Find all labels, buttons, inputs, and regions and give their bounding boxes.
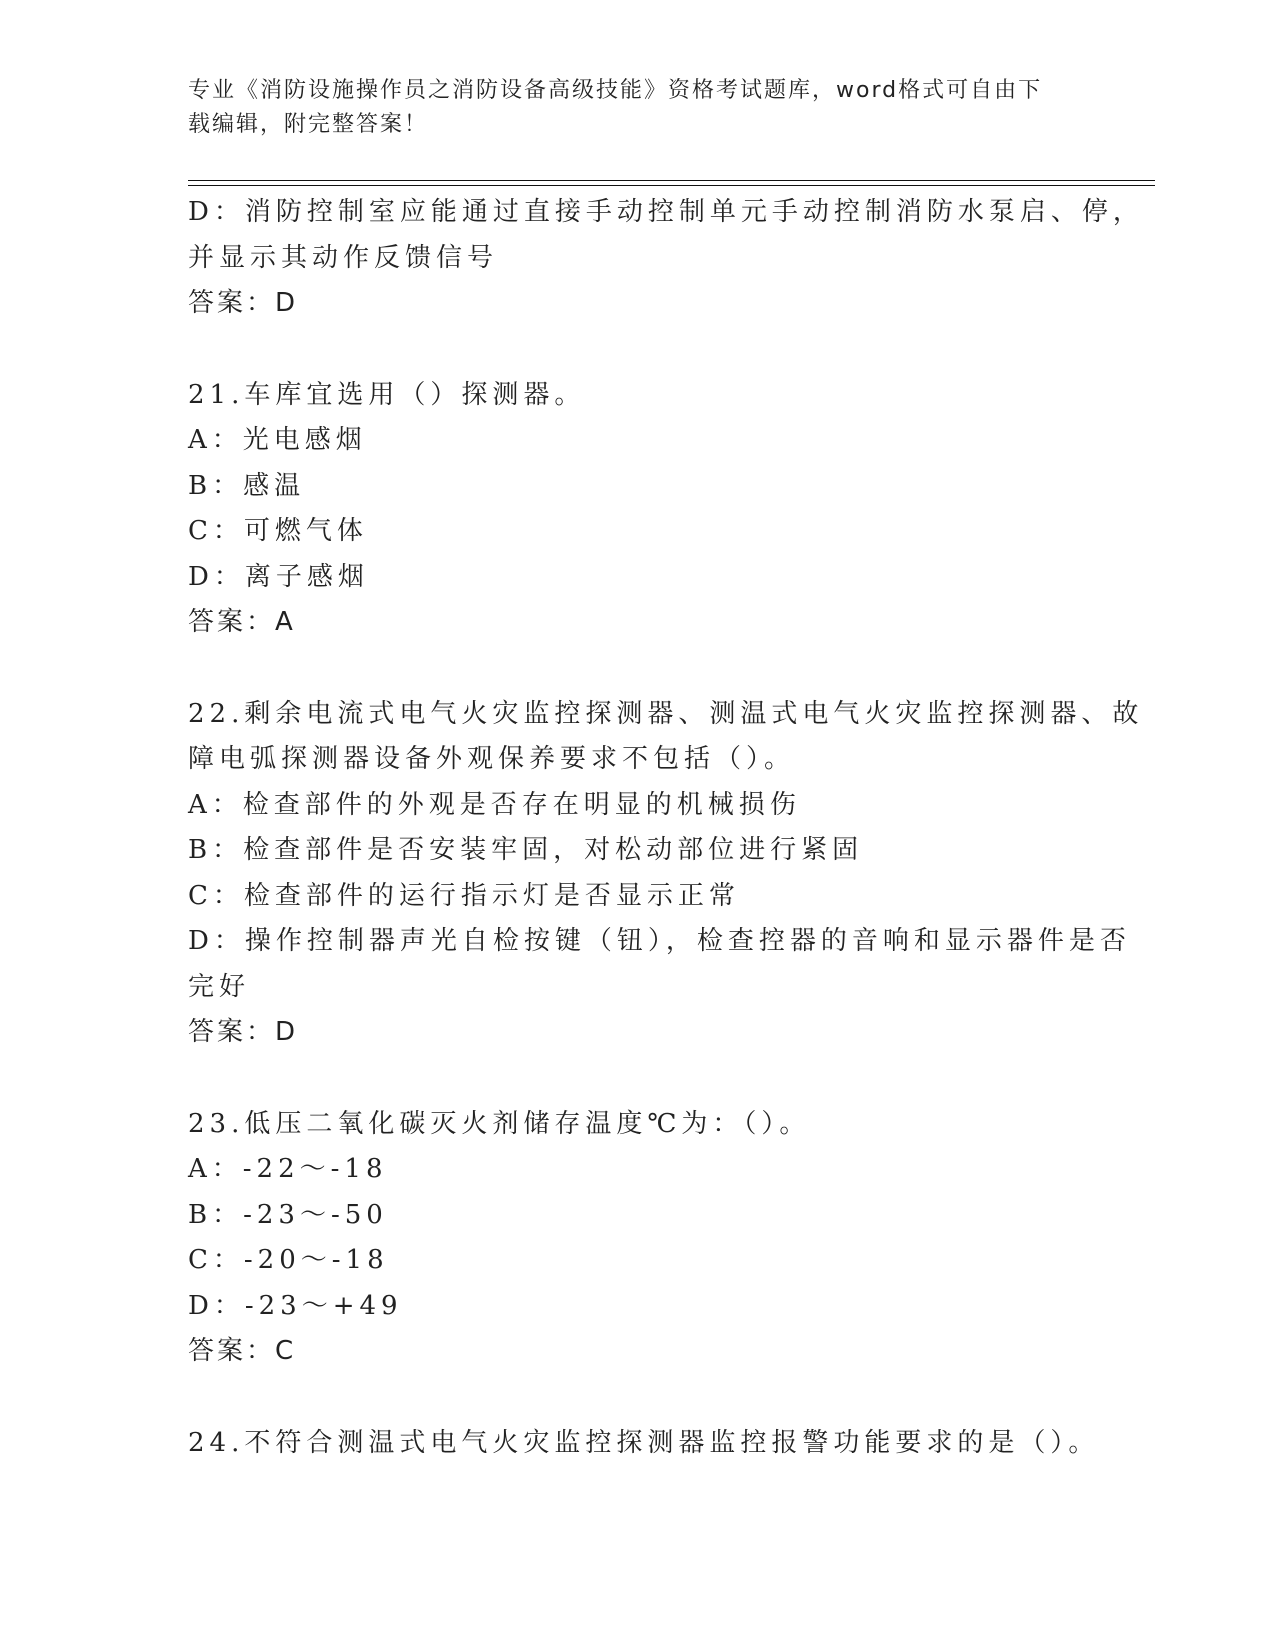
option-c: C：可燃气体 [188,516,368,546]
option-d: D：消防控制室应能通过直接手动控制单元手动控制消防水泵启、停， [188,197,1144,227]
question-stem: 24.不符合测温式电气火灾监控探测器监控报警功能要求的是（）。 [188,1427,1100,1458]
question-22 [188,692,1144,1056]
option-c: C：检查部件的运行指示灯是否显示正常 [188,880,740,911]
header-divider-bottom [188,185,1155,186]
question-stem-continued: 障电弧探测器设备外观保养要求不包括（）。 [188,744,796,774]
header-line-2: 载编辑，附完整答案！ [188,112,429,137]
option-d: D：离子感烟 [188,561,369,592]
option-d: D：-23～+49 [188,1290,403,1321]
answer-line: 答案：A [188,607,296,637]
answer-line: 答案：D [188,288,299,318]
option-a: A：检查部件的外观是否存在明显的机械损伤 [188,789,801,820]
question-stem: 21.车库宜选用（）探测器。 [188,379,586,410]
option-d: D：操作控制器声光自检按键（钮），检查控器的音响和显示器件是否 [188,926,1131,956]
header-divider-top [188,180,1155,181]
question-24 [188,1421,1100,1467]
option-d-continued: 并显示其动作反馈信号 [188,242,499,273]
question-gap [188,1375,1088,1421]
question-gap [188,327,1088,373]
question-content [188,190,1144,1466]
option-b: B：-23～-50 [188,1199,388,1230]
option-a: A：光电感烟 [188,425,367,455]
previous-question-tail [188,190,1144,327]
question-21 [188,373,1088,646]
answer-line: 答案：C [188,1336,297,1366]
answer-line: 答案：D [188,1017,299,1047]
document-header [188,74,1078,142]
question-gap [188,1056,1088,1102]
question-gap [188,646,1088,692]
option-c: C：-20～-18 [188,1245,389,1275]
option-b: B：感温 [188,470,306,501]
option-d-continued: 完好 [188,971,251,1002]
header-line-1: 专业《消防设施操作员之消防设备高级技能》资格考试题库，word格式可自由下 [188,78,1043,103]
question-stem: 22.剩余电流式电气火灾监控探测器、测温式电气火灾监控探测器、故 [188,698,1144,729]
question-23 [188,1102,1088,1375]
option-a: A：-22～-18 [188,1154,388,1184]
option-b: B：检查部件是否安装牢固，对松动部位进行紧固 [188,835,864,865]
question-stem: 23.低压二氧化碳灭火剂储存温度℃为：（）。 [188,1108,811,1139]
